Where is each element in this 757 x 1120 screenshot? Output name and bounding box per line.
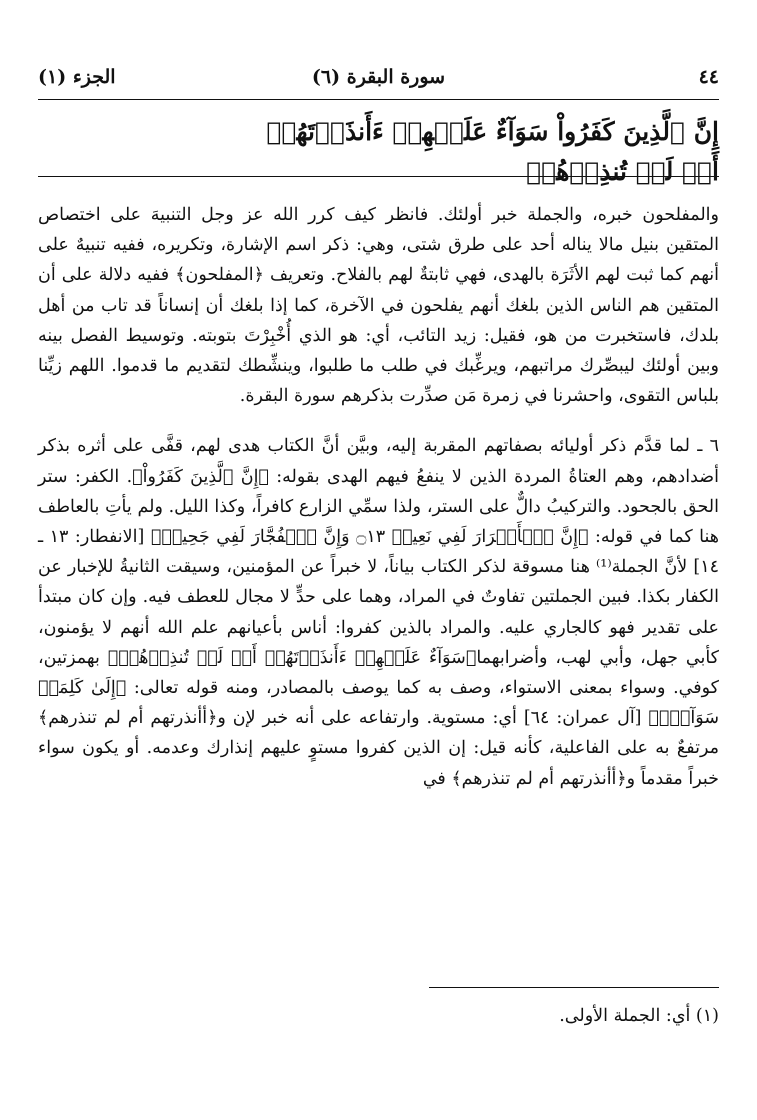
quran-verse: إِنَّ ٱلَّذِينَ كَفَرُواْ سَوَآءٌ عَلَيۡهِمۡ ءَأَنذَرۡتَهُمۡ أَمۡ لَمۡ تُنذِرۡهُمۡ [266,117,719,186]
paragraph: ٦ ـ لما قدَّم ذكر أوليائه بصفاتهم المقربة إليه، وبيَّن أنَّ الكتاب هدى لهم، قفَّى على أثره بذكر أضدادهم، وهم العتاةُ المردة الذين لا ينفعُ فيهم الهدى بقوله: ﴿إِنَّ ٱلَّذِينَ كَفَرُواْ﴾. الكفر: ستر الحق بالجحود. والتركيبُ دالٌّ على الستر، ولذا سمِّي الزارع كافراً، وكذا الليل. ولم يأتِ بالعاطف هنا كما في قوله: ﴿إِنَّ ٱلۡأَبۡرَارَ لَفِي نَعِيمٖ ۝١٣ وَإِنَّ ٱلۡفُجَّارَ لَفِي جَحِيمٖ﴾ [الانفطار: ١٣ ـ ١٤] لأنَّ الجملة⁽¹⁾ هنا مسوقة لذكر الكتاب بياناً، لا خبراً عن المؤمنين، وسيقت الثانيةُ للإخبار عن الكفار بكذا. فبين الجملتين تفاوتٌ في المراد، وهما على حدٍّ لا مجال للعطف فيه. وإن كان مبتدأ على تقدير فهو كالجاري عليه. والمراد بالذين كفروا: أناس بأعيانهم علم الله أنهم لا يؤمنون، كأبي جهل، وأبي لهب، وأضرابهما﴿سَوَآءٌ عَلَيۡهِمۡ ءَأَنذَرۡتَهُمۡ أَمۡ لَمۡ تُنذِرۡهُمۡ﴾ بهمزتين، كوفي. وسواء بمعنى الاستواء، وصف به كما يوصف بالمصادر، ومنه قوله تعالى: ﴿إِلَىٰ كَلِمَةٖ سَوَآءِۭ﴾ [آل عمران: ٦٤] أي: مستوية. وارتفاعه على أنه خبر لإن و﴿أأنذرتهم أم لم تنذرهم﴾ مرتفعٌ به على الفاعلية، كأنه قيل: إن الذين كفروا مستوٍ عليهم إنذارك وعدمه. أو يكون سواء خبراً مقدماً و﴿أأنذرتهم أم لم تنذرهم﴾ في [38,436,720,789]
book-page [38,0,719,1120]
paragraph: والمفلحون خبره، والجملة خبر أولئك. فانظر كيف كرر الله عز وجل التنبيهَ على اختصاص المتقين بنيل مالا يناله أحد على طرق شتى، وهي: ذكر اسم الإشارة، وتكريره، ففيه تنبيهٌ على أنهم كما ثبت لهم الأثَرَة بالهدى، فهي ثابتةٌ لهم بالفلاح. وتعريف ﴿المفلحون﴾ ففيه دلالة على أن المتقين هم الناس الذين بلغك أنهم يفلحون في الآخرة، كما إذا بلغك أن إنساناً قد تاب من أهل بلدك، فاستخبرت من هو، فقيل: زيد التائب، أي: هو الذي أُخْبِرْتَ بتوبته. وتوسيط الفصل بينه وبين أولئك ليبصِّرك مراتبهم، ويرغِّبك في طلب ما طلبوا، وينشِّطك لتقديم ما قدموا. اللهم زيِّنا بلباس التقوى، واحشرنا في زمرة مَن صدِّرت بذكرهم سورة البقرة. [38,205,719,407]
footnote: (١) أي: الجملة الأولى. [559,1006,719,1026]
page-number: ٤٤ [698,66,719,88]
verse-rule [38,176,719,177]
page-header [38,60,719,96]
commentary-body [38,200,719,794]
juz-label: الجزء (١) [38,66,116,88]
header-rule [38,99,719,100]
footnote-rule [429,987,719,988]
surah-title: سورة البقرة (٦) [311,66,446,88]
